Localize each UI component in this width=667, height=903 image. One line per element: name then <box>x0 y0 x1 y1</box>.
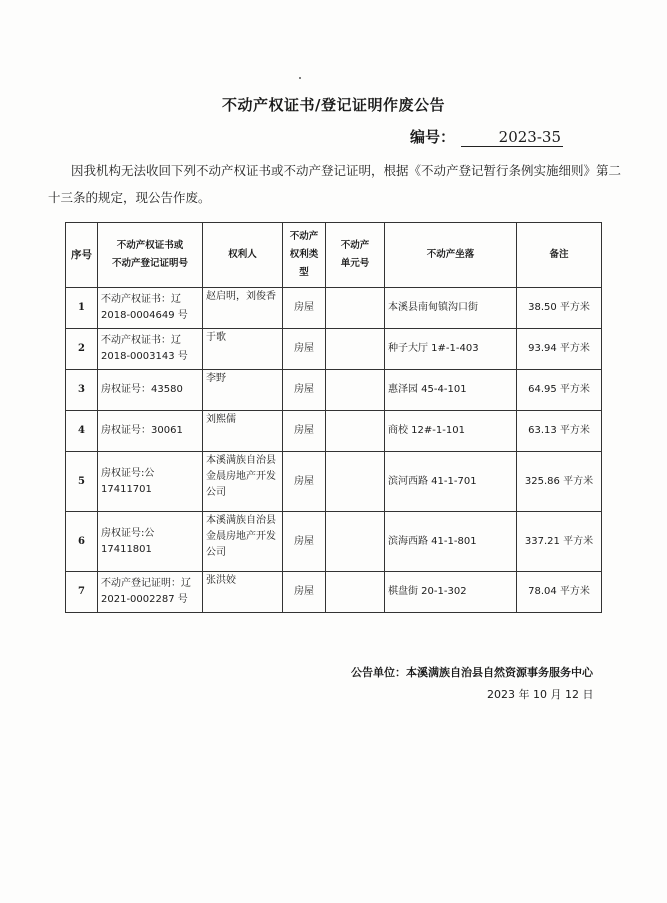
row-note: 337.21 平方米 <box>517 512 602 572</box>
row-owner: 赵启明，刘俊香 <box>203 288 283 329</box>
header-unit <box>326 223 385 288</box>
void-certificate-table <box>65 222 602 613</box>
table-row <box>66 512 602 572</box>
table-row <box>66 452 602 512</box>
header-cert-line2: 不动产登记证明号 <box>111 258 188 269</box>
row-type: 房屋 <box>283 288 326 329</box>
row-cert: 房权证号:公 17411701 <box>98 452 203 512</box>
header-type-line1: 不动产 <box>289 231 319 242</box>
row-note: 63.13 平方米 <box>517 411 602 452</box>
intro-paragraph: 因我机构无法收回下列不动产权证书或不动产登记证明，根据《不动产登记暂行条例实施细则》第二十三条的规定，现公告作废。 <box>48 163 622 205</box>
row-owner: 李野 <box>203 370 283 411</box>
page-title: 不动产权证书/登记证明作废公告 <box>222 96 445 114</box>
header-no: 序号 <box>66 223 98 288</box>
row-cert: 不动产权证书：辽 2018-0003143 号 <box>98 329 203 370</box>
row-owner: 张洪姣 <box>203 572 283 613</box>
row-type: 房屋 <box>283 329 326 370</box>
row-owner: 本溪满族自治县金晨房地产开发公司 <box>203 512 283 572</box>
row-addr: 种子大厅 1#-1-403 <box>385 329 517 370</box>
header-cert <box>98 223 203 288</box>
row-cert: 不动产权证书：辽 2018-0004649 号 <box>98 288 203 329</box>
row-no: 4 <box>66 411 98 452</box>
row-no: 6 <box>66 512 98 572</box>
row-unit <box>326 452 385 512</box>
issuer-line: 公告单位：本溪满族自治县自然资源事务服务中心 <box>351 666 593 679</box>
doc-number-value: 2023-35 <box>461 128 563 147</box>
row-unit <box>326 329 385 370</box>
row-no: 7 <box>66 572 98 613</box>
doc-number <box>410 126 563 147</box>
date-line: 2023 年 10 月 12 日 <box>487 688 594 701</box>
table-header-row <box>66 223 602 288</box>
row-note: 38.50 平方米 <box>517 288 602 329</box>
row-type: 房屋 <box>283 512 326 572</box>
row-cert: 不动产登记证明：辽 2021-0002287 号 <box>98 572 203 613</box>
header-owner: 权利人 <box>203 223 283 288</box>
row-owner: 刘熙儒 <box>203 411 283 452</box>
row-addr: 滨河西路 41-1-701 <box>385 452 517 512</box>
row-no: 1 <box>66 288 98 329</box>
row-unit <box>326 288 385 329</box>
row-addr: 棋盘街 20-1-302 <box>385 572 517 613</box>
row-note: 78.04 平方米 <box>517 572 602 613</box>
row-unit <box>326 512 385 572</box>
row-note: 93.94 平方米 <box>517 329 602 370</box>
row-type: 房屋 <box>283 411 326 452</box>
row-note: 325.86 平方米 <box>517 452 602 512</box>
table-row <box>66 411 602 452</box>
row-cert: 房权证号：43580 <box>98 370 203 411</box>
row-no: 5 <box>66 452 98 512</box>
row-no: 3 <box>66 370 98 411</box>
row-unit <box>326 411 385 452</box>
row-note: 64.95 平方米 <box>517 370 602 411</box>
table-row <box>66 288 602 329</box>
row-owner: 本溪满族自治县金晨房地产开发公司 <box>203 452 283 512</box>
ink-speck <box>299 77 301 79</box>
row-addr: 本溪县南甸镇沟口街 <box>385 288 517 329</box>
row-type: 房屋 <box>283 452 326 512</box>
row-addr: 滨海西路 41-1-801 <box>385 512 517 572</box>
row-unit <box>326 572 385 613</box>
row-unit <box>326 370 385 411</box>
table-row <box>66 572 602 613</box>
row-type: 房屋 <box>283 370 326 411</box>
header-type <box>283 223 326 288</box>
row-addr: 惠泽园 45-4-101 <box>385 370 517 411</box>
row-owner: 于歌 <box>203 329 283 370</box>
row-cert: 房权证号：30061 <box>98 411 203 452</box>
header-note: 备注 <box>517 223 602 288</box>
header-unit-line2: 单元号 <box>340 258 370 269</box>
table-row <box>66 370 602 411</box>
doc-number-label: 编号： <box>410 128 456 146</box>
header-unit-line1: 不动产 <box>340 240 370 251</box>
row-type: 房屋 <box>283 572 326 613</box>
header-type-line2: 权利类型 <box>289 249 319 278</box>
table-row <box>66 329 602 370</box>
row-no: 2 <box>66 329 98 370</box>
row-addr: 商校 12#-1-101 <box>385 411 517 452</box>
header-cert-line1: 不动产权证书或 <box>116 240 184 251</box>
header-addr: 不动产坐落 <box>385 223 517 288</box>
row-cert: 房权证号:公 17411801 <box>98 512 203 572</box>
